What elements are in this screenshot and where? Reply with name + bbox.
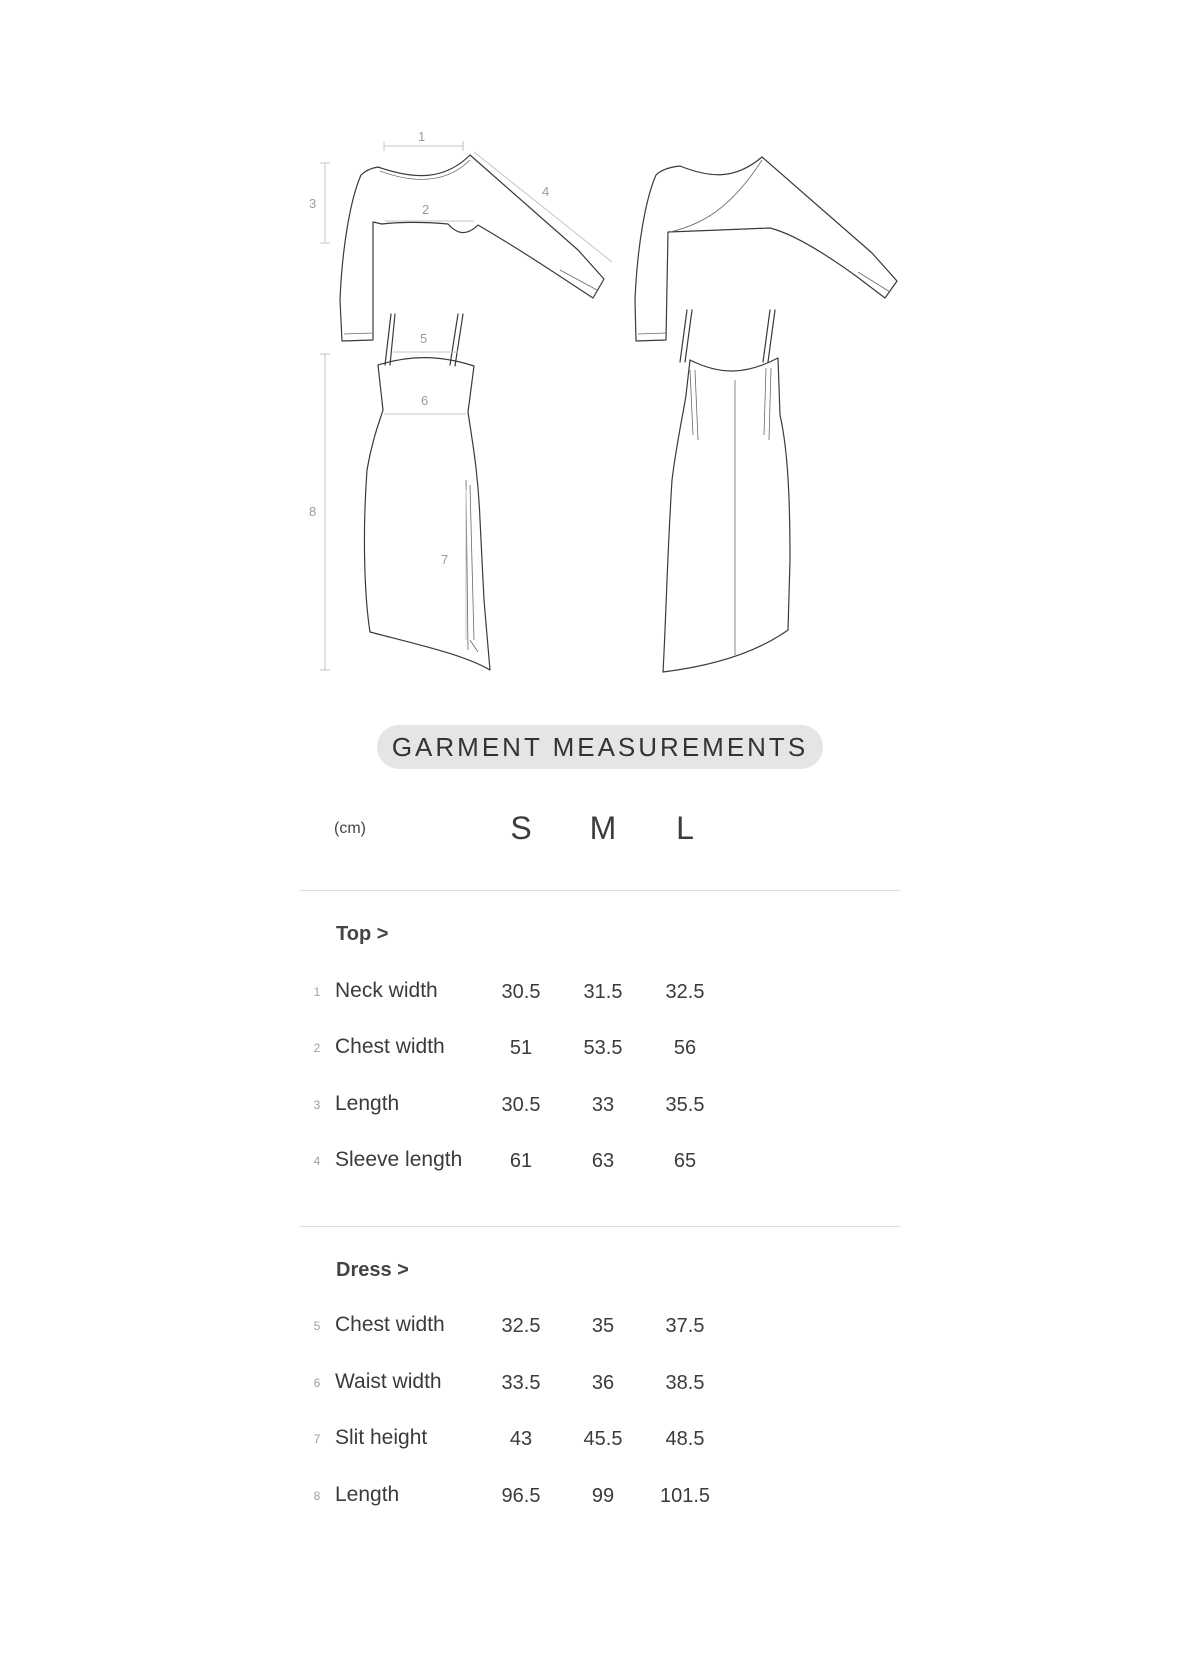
- section-title-dress: Dress >: [336, 1259, 409, 1281]
- row-label: Waist width: [335, 1370, 442, 1393]
- callout-3: 3: [309, 196, 317, 211]
- row-index: 8: [313, 1489, 321, 1503]
- measurements-title: GARMENT MEASUREMENTS: [377, 725, 823, 769]
- value-m: 45.5: [583, 1428, 623, 1450]
- table-row: [0, 1313, 1200, 1343]
- value-s: 33.5: [501, 1372, 541, 1394]
- row-index: 5: [313, 1319, 321, 1333]
- top-back-sketch: [635, 157, 897, 341]
- row-label: Neck width: [335, 979, 438, 1002]
- table-row: [0, 1483, 1200, 1513]
- value-m: 99: [591, 1485, 615, 1507]
- row-label: Sleeve length: [335, 1148, 463, 1171]
- divider: [300, 890, 900, 891]
- value-l: 48.5: [665, 1428, 705, 1450]
- callout-6: 6: [421, 393, 429, 408]
- callout-8: 8: [309, 504, 317, 519]
- dimension-lines: [320, 141, 612, 670]
- unit-label: (cm): [334, 820, 366, 837]
- row-index: 3: [313, 1098, 321, 1112]
- row-label: Length: [335, 1092, 400, 1115]
- value-s: 30.5: [501, 1094, 541, 1116]
- table-row: [0, 979, 1200, 1009]
- callout-4: 4: [542, 184, 550, 199]
- row-label: Chest width: [335, 1313, 445, 1336]
- row-label: Length: [335, 1483, 400, 1506]
- dress-back-sketch: [663, 310, 790, 672]
- size-header-s: S: [510, 810, 532, 846]
- divider: [300, 1226, 900, 1227]
- value-m: 35: [591, 1315, 615, 1337]
- value-s: 51: [509, 1037, 533, 1059]
- value-s: 43: [509, 1428, 533, 1450]
- table-row: [0, 1092, 1200, 1122]
- value-s: 96.5: [501, 1485, 541, 1507]
- value-l: 35.5: [665, 1094, 705, 1116]
- value-m: 53.5: [583, 1037, 623, 1059]
- table-row: [0, 1035, 1200, 1065]
- row-index: 1: [313, 985, 321, 999]
- value-l: 38.5: [665, 1372, 705, 1394]
- garment-sketch: [0, 0, 1200, 700]
- callout-5: 5: [420, 331, 428, 346]
- table-row: [0, 1370, 1200, 1400]
- value-m: 31.5: [583, 981, 623, 1003]
- value-s: 30.5: [501, 981, 541, 1003]
- row-label: Chest width: [335, 1035, 445, 1058]
- row-label: Slit height: [335, 1426, 428, 1449]
- section-title-top: Top >: [336, 923, 389, 945]
- row-index: 4: [313, 1154, 321, 1168]
- row-index: 6: [313, 1376, 321, 1390]
- value-l: 65: [673, 1150, 697, 1172]
- size-header-m: M: [589, 810, 617, 846]
- table-row: [0, 1426, 1200, 1456]
- value-m: 33: [591, 1094, 615, 1116]
- size-header-l: L: [676, 810, 694, 846]
- top-front-sketch: [340, 155, 604, 341]
- row-index: 7: [313, 1432, 321, 1446]
- value-l: 37.5: [665, 1315, 705, 1337]
- value-m: 63: [591, 1150, 615, 1172]
- value-l: 101.5: [659, 1485, 711, 1507]
- value-s: 61: [509, 1150, 533, 1172]
- value-m: 36: [591, 1372, 615, 1394]
- value-l: 32.5: [665, 981, 705, 1003]
- row-index: 2: [313, 1041, 321, 1055]
- value-s: 32.5: [501, 1315, 541, 1337]
- callout-2: 2: [422, 202, 430, 217]
- callout-7: 7: [441, 552, 449, 567]
- dress-front-sketch: [364, 314, 490, 670]
- value-l: 56: [673, 1037, 697, 1059]
- table-row: [0, 1148, 1200, 1178]
- callout-1: 1: [418, 129, 426, 144]
